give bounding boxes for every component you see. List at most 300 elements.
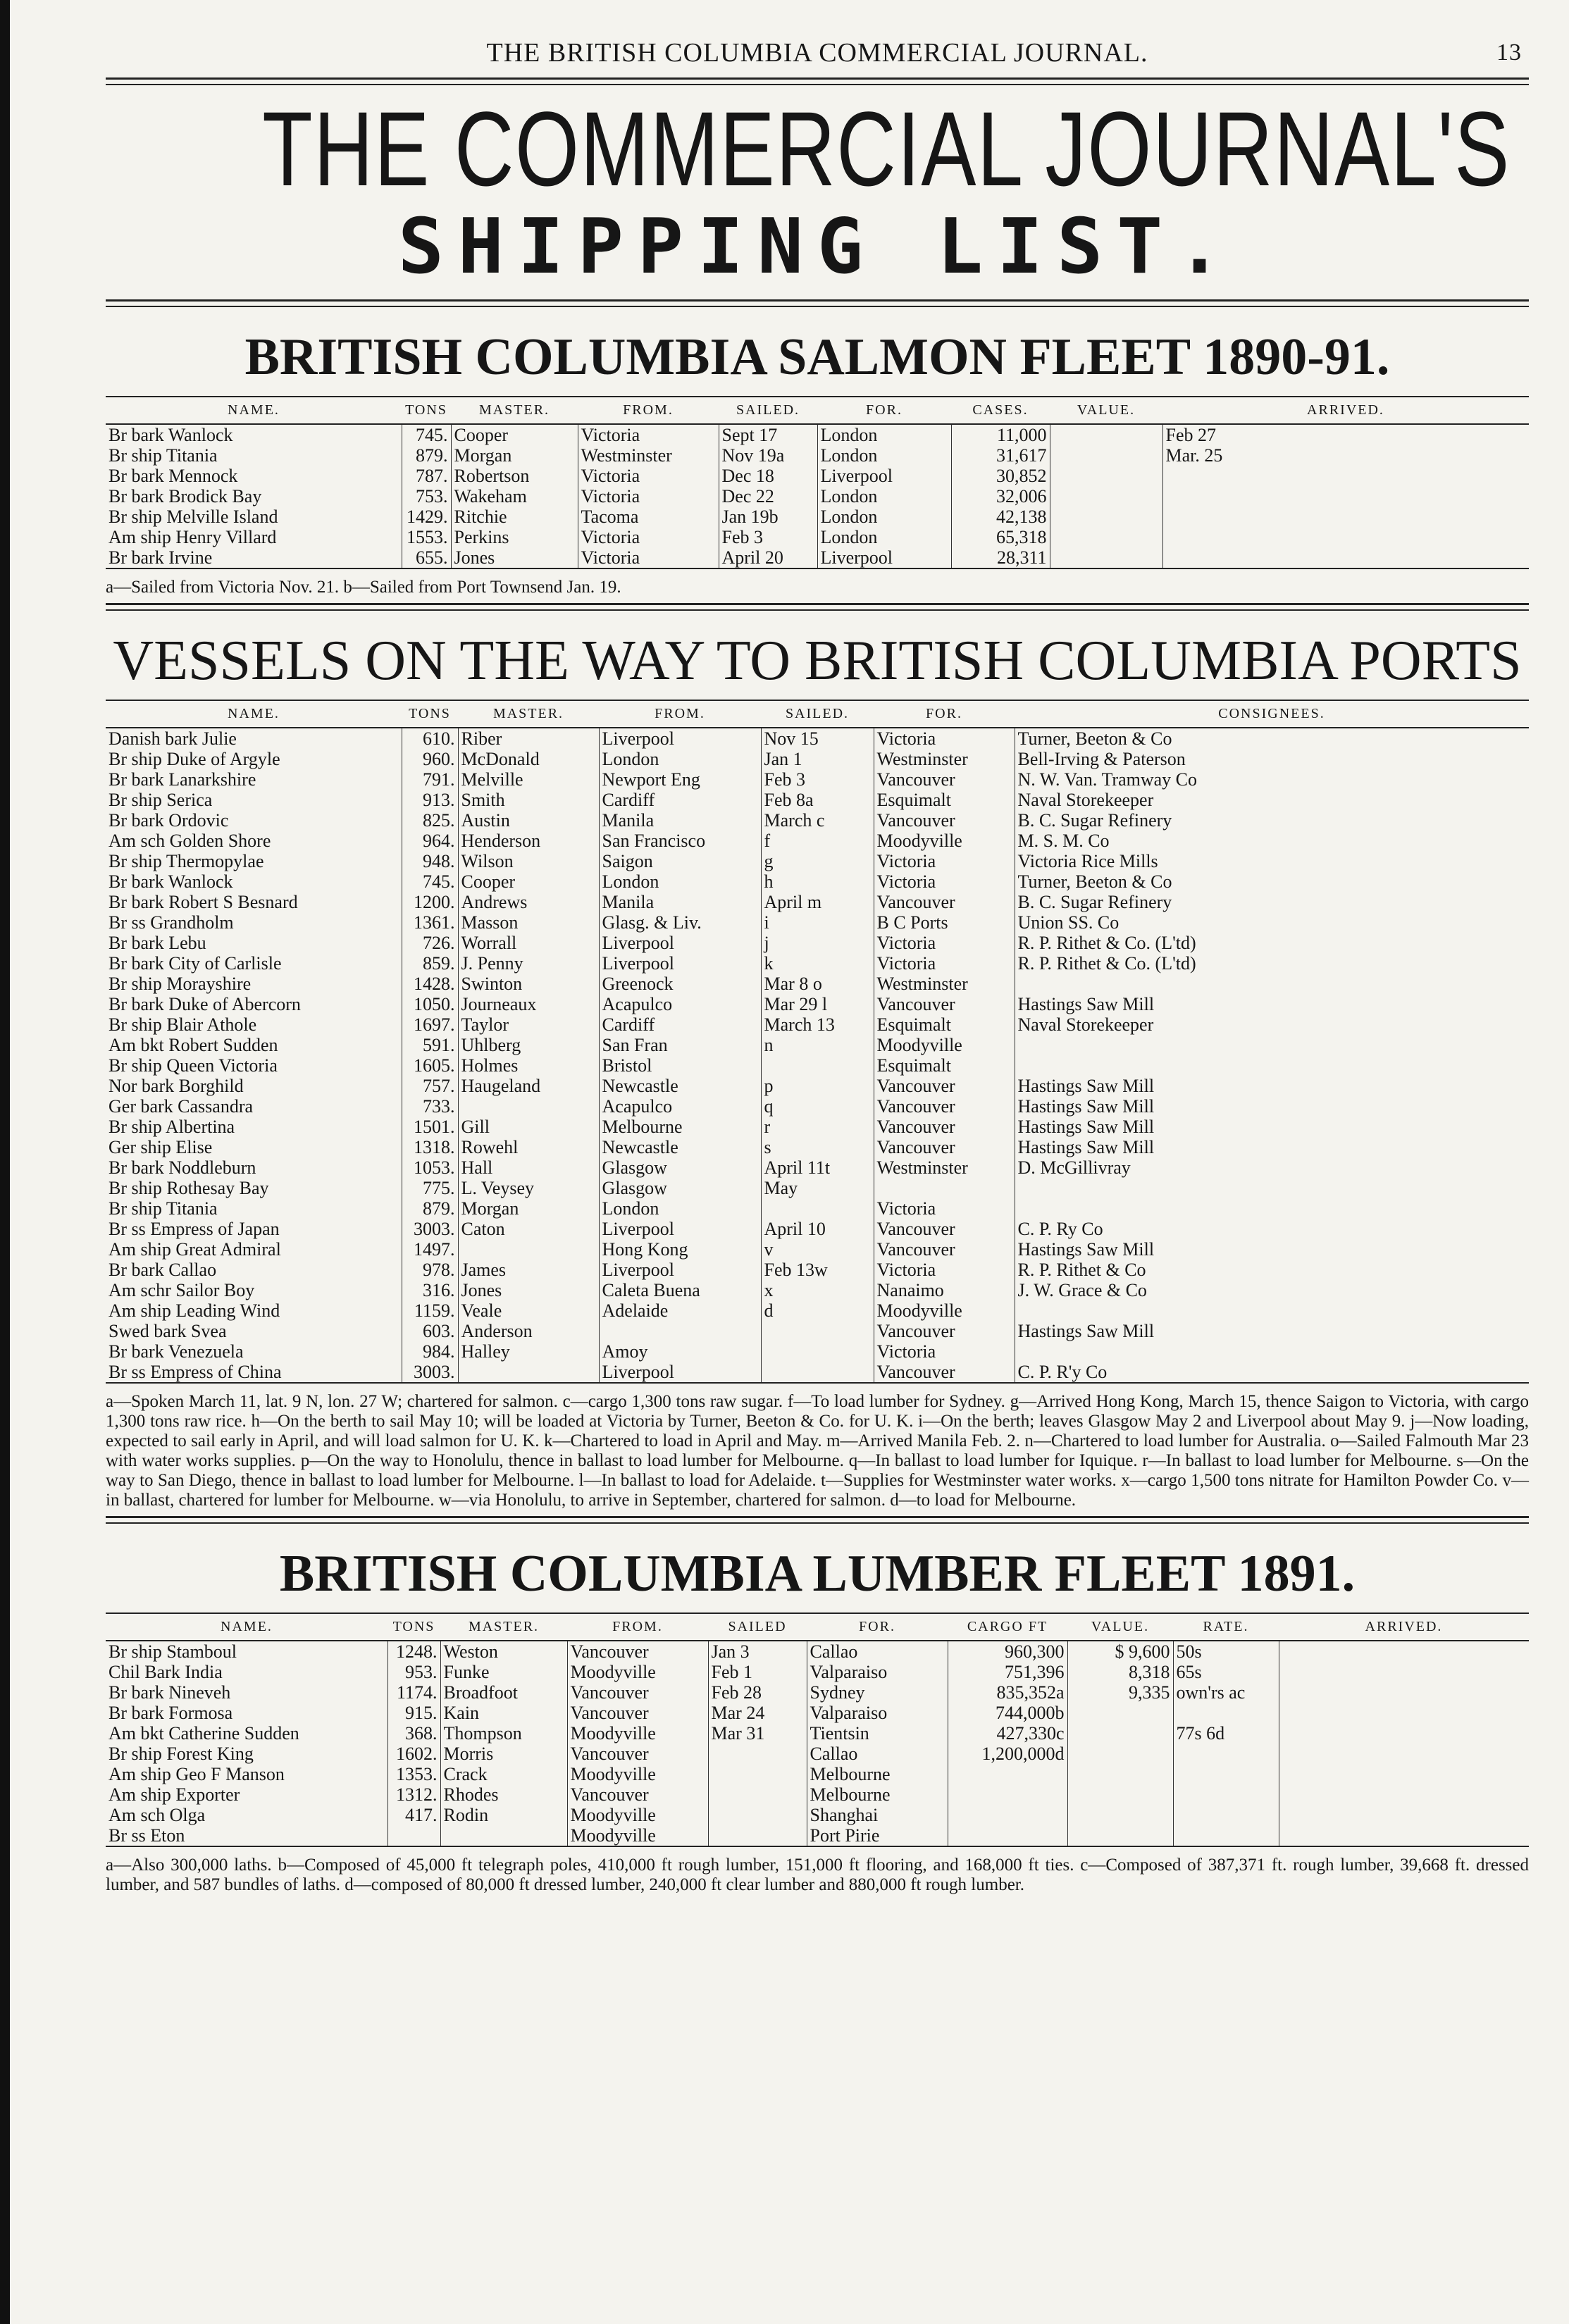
table-cell: 427,330c	[948, 1723, 1067, 1744]
table-cell: Victoria	[578, 424, 719, 445]
table-cell: Jan 3	[708, 1641, 807, 1662]
table-cell	[1067, 1825, 1173, 1846]
table-cell	[458, 1362, 599, 1383]
table-cell: Br bark Noddleburn	[108, 1157, 256, 1178]
table-cell: Victoria	[874, 1260, 1015, 1280]
table-cell: Ger ship Elise	[108, 1137, 213, 1157]
table-row	[106, 1784, 1529, 1805]
masthead-rule	[106, 299, 1529, 307]
table-cell: Br ship Rothesay Bay	[108, 1178, 269, 1198]
table-row	[106, 1178, 1529, 1198]
table-cell: Bell-Irving & Paterson	[1015, 749, 1529, 769]
table-cell: J. Penny	[458, 953, 599, 974]
table-row	[106, 1723, 1529, 1744]
table-cell: Ritchie	[451, 507, 578, 527]
table-cell: Melbourne	[807, 1784, 948, 1805]
table-cell: London	[817, 507, 951, 527]
table-row	[106, 486, 1529, 507]
table-cell	[1162, 466, 1529, 486]
table-cell: 751,396	[948, 1662, 1067, 1682]
table-row	[106, 1260, 1529, 1280]
table-cell: 787.	[402, 466, 451, 486]
table-cell: Hastings Saw Mill	[1015, 1096, 1529, 1117]
table-cell: Rhodes	[440, 1784, 567, 1805]
column-header: RATE.	[1173, 1613, 1279, 1641]
table-cell: Victoria	[874, 851, 1015, 871]
table-row	[106, 1239, 1529, 1260]
table-cell: Nov 19a	[719, 445, 817, 466]
table-cell: J. W. Grace & Co	[1015, 1280, 1529, 1300]
table-row	[106, 851, 1529, 871]
table-cell: 960.	[402, 749, 458, 769]
table-cell: D. McGillivray	[1015, 1157, 1529, 1178]
table-cell: Moodyville	[567, 1764, 708, 1784]
table-cell: Br bark Nineveh	[108, 1682, 231, 1703]
table-cell	[1162, 507, 1529, 527]
table-cell: Am ship Henry Villard	[108, 527, 277, 547]
table-cell: Moodyville	[567, 1723, 708, 1744]
table-row	[106, 1157, 1529, 1178]
table-cell: M. S. M. Co	[1015, 831, 1529, 851]
table-cell: Hall	[458, 1157, 599, 1178]
table-cell: Am sch Golden Shore	[108, 831, 271, 851]
table-cell: 1605.	[402, 1055, 458, 1076]
table-cell	[1015, 1178, 1529, 1198]
table-cell: 835,352a	[948, 1682, 1067, 1703]
column-header: TONS	[402, 397, 451, 424]
table-cell	[458, 1239, 599, 1260]
table-cell	[1173, 1703, 1279, 1723]
table-row	[106, 912, 1529, 933]
table-cell	[1067, 1703, 1173, 1723]
table-cell: r	[761, 1117, 874, 1137]
table-cell: 1497.	[402, 1239, 458, 1260]
table-row	[106, 1682, 1529, 1703]
table-cell: Swinton	[458, 974, 599, 994]
table-cell: 745.	[402, 871, 458, 892]
table-row	[106, 1198, 1529, 1219]
header-rule	[106, 77, 1529, 85]
table-cell: Andrews	[458, 892, 599, 912]
table-row	[106, 1055, 1529, 1076]
table-cell: 915.	[387, 1703, 440, 1723]
table-cell: Mar 31	[708, 1723, 807, 1744]
column-header: FROM.	[599, 700, 761, 728]
table-cell: Br ss Eton	[106, 1825, 387, 1846]
table-cell: Masson	[458, 912, 599, 933]
table-cell: Veale	[458, 1300, 599, 1321]
table-cell: 42,138	[951, 507, 1050, 527]
table-cell: 610.	[402, 728, 458, 749]
table-row	[106, 1341, 1529, 1362]
table-cell	[1067, 1744, 1173, 1764]
table-row	[106, 1703, 1529, 1723]
table-row	[106, 749, 1529, 769]
table-cell: C. P. Ry Co	[1015, 1219, 1529, 1239]
column-header: VALUE.	[1050, 397, 1162, 424]
table-cell: Riber	[458, 728, 599, 749]
table-row	[106, 1076, 1529, 1096]
table-cell: 733.	[402, 1096, 458, 1117]
table-cell: Am bkt Robert Sudden	[108, 1035, 278, 1055]
table-cell: 3003.	[402, 1362, 458, 1383]
table-cell: k	[761, 953, 874, 974]
table-cell	[1279, 1682, 1529, 1703]
table-cell: 825.	[402, 810, 458, 831]
table-cell	[761, 1198, 874, 1219]
table-cell	[1279, 1764, 1529, 1784]
table-cell: 417.	[387, 1805, 440, 1825]
table-row	[106, 1280, 1529, 1300]
column-header: FOR.	[817, 397, 951, 424]
lumber-body	[106, 1641, 1529, 1846]
table-cell: Tacoma	[578, 507, 719, 527]
salmon-body	[106, 424, 1529, 568]
table-cell: Feb 3	[761, 769, 874, 790]
table-cell: Kain	[440, 1703, 567, 1723]
table-cell: Vancouver	[567, 1641, 708, 1662]
table-cell: Westminster	[874, 974, 1015, 994]
table-cell	[1279, 1641, 1529, 1662]
table-cell: Turner, Beeton & Co	[1015, 871, 1529, 892]
table-cell: Victoria	[578, 527, 719, 547]
table-cell: 603.	[402, 1321, 458, 1341]
table-cell: 757.	[402, 1076, 458, 1096]
table-cell: 31,617	[951, 445, 1050, 466]
column-header: VALUE.	[1067, 1613, 1173, 1641]
table-cell: Nov 15	[761, 728, 874, 749]
column-header: ARRIVED.	[1162, 397, 1529, 424]
table-cell: Victoria	[874, 871, 1015, 892]
table-cell: Morris	[440, 1744, 567, 1764]
running-header	[106, 28, 1529, 77]
table-cell	[1162, 547, 1529, 568]
table-cell: Austin	[458, 810, 599, 831]
table-cell: 65,318	[951, 527, 1050, 547]
table-cell: C. P. R'y Co	[1015, 1362, 1529, 1383]
table-cell: San Fran	[599, 1035, 761, 1055]
table-cell: San Francisco	[599, 831, 761, 851]
table-cell	[1015, 1341, 1529, 1362]
table-cell: Port Pirie	[807, 1825, 948, 1846]
table-row	[106, 871, 1529, 892]
table-cell: Jan 19b	[719, 507, 817, 527]
table-cell: 32,006	[951, 486, 1050, 507]
table-cell: Mar. 25	[1162, 445, 1529, 466]
running-title: THE BRITISH COLUMBIA COMMERCIAL JOURNAL.	[486, 38, 1148, 68]
table-cell: Halley	[458, 1341, 599, 1362]
table-row	[106, 1362, 1529, 1383]
journal-page	[106, 28, 1529, 1901]
table-cell: Hastings Saw Mill	[1015, 1076, 1529, 1096]
column-header: FOR.	[874, 700, 1015, 728]
table-cell	[1162, 486, 1529, 507]
table-cell: Feb 13w	[761, 1260, 874, 1280]
table-cell: Newcastle	[599, 1076, 761, 1096]
table-cell: 316.	[402, 1280, 458, 1300]
table-cell: 1602.	[387, 1744, 440, 1764]
table-cell: Br ship Serica	[108, 790, 213, 810]
table-cell: Vancouver	[874, 1362, 1015, 1383]
table-cell: Vancouver	[874, 769, 1015, 790]
table-cell: Victoria	[874, 953, 1015, 974]
table-cell: Victoria	[874, 1198, 1015, 1219]
table-cell: Victoria	[578, 486, 719, 507]
table-cell: Vancouver	[567, 1682, 708, 1703]
table-cell: Naval Storekeeper	[1015, 790, 1529, 810]
table-cell: Glasgow	[599, 1178, 761, 1198]
table-row	[106, 1744, 1529, 1764]
table-cell: Vancouver	[874, 1117, 1015, 1137]
table-row	[106, 1321, 1529, 1341]
table-cell	[1050, 547, 1162, 568]
column-header: SAILED.	[719, 397, 817, 424]
table-cell: Liverpool	[599, 953, 761, 974]
table-cell	[1279, 1784, 1529, 1805]
table-cell: Vancouver	[874, 1239, 1015, 1260]
table-cell: Wakeham	[451, 486, 578, 507]
table-cell: N. W. Van. Tramway Co	[1015, 769, 1529, 790]
table-cell: 1312.	[387, 1784, 440, 1805]
vessels-title: VESSELS ON THE WAY TO BRITISH COLUMBIA PORTS	[113, 630, 1522, 692]
table-cell: Br ss Empress of Japan	[108, 1219, 280, 1239]
table-cell: 9,335	[1067, 1682, 1173, 1703]
table-cell	[1279, 1703, 1529, 1723]
table-cell: Br bark Formosa	[108, 1703, 233, 1723]
table-cell	[1279, 1744, 1529, 1764]
table-cell	[1173, 1784, 1279, 1805]
table-cell	[1015, 974, 1529, 994]
table-cell: Mar 24	[708, 1703, 807, 1723]
table-cell	[1015, 1198, 1529, 1219]
table-cell: Chil Bark India	[108, 1662, 223, 1682]
table-cell: Vancouver	[874, 1076, 1015, 1096]
table-row	[106, 424, 1529, 445]
salmon-fleet-title: BRITISH COLUMBIA SALMON FLEET 1890-91.	[244, 328, 1390, 386]
table-cell: Broadfoot	[440, 1682, 567, 1703]
table-row	[106, 728, 1529, 749]
table-cell: Br bark Callao	[108, 1260, 217, 1280]
table-cell: London	[817, 445, 951, 466]
table-cell: g	[761, 851, 874, 871]
table-cell: James	[458, 1260, 599, 1280]
table-row	[106, 507, 1529, 527]
table-cell: Newport Eng	[599, 769, 761, 790]
salmon-end-rule	[106, 603, 1529, 611]
table-cell: Liverpool	[599, 933, 761, 953]
table-cell: Hastings Saw Mill	[1015, 994, 1529, 1014]
table-cell: Nor bark Borghild	[108, 1076, 244, 1096]
table-cell: Crack	[440, 1764, 567, 1784]
table-cell: Br ship Titania	[108, 445, 218, 466]
table-cell: R. P. Rithet & Co	[1015, 1260, 1529, 1280]
table-row	[106, 810, 1529, 831]
table-cell	[948, 1784, 1067, 1805]
table-row	[106, 1662, 1529, 1682]
table-cell: Br ship Queen Victoria	[108, 1055, 278, 1076]
table-cell: Br ss Empress of China	[106, 1362, 402, 1383]
table-cell: 726.	[402, 933, 458, 953]
table-row	[106, 1035, 1529, 1055]
table-cell	[1067, 1764, 1173, 1784]
table-cell: London	[817, 527, 951, 547]
table-cell: Holmes	[458, 1055, 599, 1076]
table-cell	[761, 1341, 874, 1362]
table-row	[106, 1641, 1529, 1662]
table-cell	[948, 1825, 1067, 1846]
table-cell: Caton	[458, 1219, 599, 1239]
table-row	[106, 769, 1529, 790]
column-header: FROM.	[567, 1613, 708, 1641]
table-cell: Victoria	[578, 466, 719, 486]
table-cell	[1067, 1784, 1173, 1805]
table-cell: Cooper	[458, 871, 599, 892]
column-header: SAILED.	[761, 700, 874, 728]
table-cell: Anderson	[458, 1321, 599, 1341]
table-cell: Cooper	[451, 424, 578, 445]
column-header: CONSIGNEES.	[1015, 700, 1529, 728]
table-cell	[1015, 1055, 1529, 1076]
table-cell	[599, 1321, 761, 1341]
table-row	[106, 1117, 1529, 1137]
table-cell: Br ship Melville Island	[108, 507, 278, 527]
column-header: FOR.	[807, 1613, 948, 1641]
table-cell: Acapulco	[599, 1096, 761, 1117]
table-cell: March c	[761, 810, 874, 831]
vessels-table	[106, 700, 1529, 1384]
table-cell: Glasg. & Liv.	[599, 912, 761, 933]
table-cell: Manila	[599, 810, 761, 831]
table-cell: 913.	[402, 790, 458, 810]
table-cell: Glasgow	[599, 1157, 761, 1178]
table-cell: Liverpool	[599, 1219, 761, 1239]
table-cell: April m	[761, 892, 874, 912]
table-cell: Melville	[458, 769, 599, 790]
table-cell: Vancouver	[874, 994, 1015, 1014]
table-cell: 8,318	[1067, 1662, 1173, 1682]
table-cell: p	[761, 1076, 874, 1096]
table-cell: Victoria Rice Mills	[1015, 851, 1529, 871]
table-cell: 745.	[402, 424, 451, 445]
table-cell: London	[599, 749, 761, 769]
table-cell	[1173, 1805, 1279, 1825]
table-cell: v	[761, 1239, 874, 1260]
table-cell: Dec 18	[719, 466, 817, 486]
table-cell: own'rs ac	[1173, 1682, 1279, 1703]
column-header: NAME.	[106, 397, 402, 424]
table-cell: 1428.	[402, 974, 458, 994]
table-cell: Br ship Titania	[108, 1198, 218, 1219]
table-row	[106, 1137, 1529, 1157]
table-cell: Vancouver	[874, 1321, 1015, 1341]
column-header: CASES.	[951, 397, 1050, 424]
table-cell: Br ship Forest King	[108, 1744, 254, 1764]
table-cell: Feb 1	[708, 1662, 807, 1682]
table-cell: B C Ports	[874, 912, 1015, 933]
table-cell: Danish bark Julie	[108, 728, 237, 749]
table-cell: 744,000b	[948, 1703, 1067, 1723]
table-cell: Esquimalt	[874, 1014, 1015, 1035]
table-cell: Callao	[807, 1744, 948, 1764]
table-cell: Br bark Ordovic	[108, 810, 229, 831]
table-cell: Caleta Buena	[599, 1280, 761, 1300]
masthead-title: THE COMMERCIAL JOURNAL'S	[262, 89, 1511, 208]
table-cell: Sydney	[807, 1682, 948, 1703]
table-cell: Vancouver	[874, 892, 1015, 912]
table-cell: Victoria	[874, 728, 1015, 749]
table-cell: 859.	[402, 953, 458, 974]
table-cell: Gill	[458, 1117, 599, 1137]
table-cell	[440, 1825, 567, 1846]
vessels-body	[106, 728, 1529, 1383]
table-cell: Liverpool	[599, 1362, 761, 1383]
table-cell: s	[761, 1137, 874, 1157]
table-cell: Moodyville	[567, 1805, 708, 1825]
table-cell	[1279, 1662, 1529, 1682]
table-cell: j	[761, 933, 874, 953]
table-cell: d	[761, 1300, 874, 1321]
table-cell: 1553.	[402, 527, 451, 547]
table-cell: Hong Kong	[599, 1239, 761, 1260]
table-cell: Moodyville	[567, 1825, 708, 1846]
column-header: NAME.	[106, 1613, 387, 1641]
table-cell: Br ship Blair Athole	[108, 1014, 257, 1035]
table-cell: Vancouver	[874, 1137, 1015, 1157]
table-cell: Victoria	[578, 547, 719, 568]
table-cell: Am sch Olga	[108, 1805, 206, 1825]
column-header: FROM.	[578, 397, 719, 424]
table-row	[106, 1805, 1529, 1825]
table-cell	[1162, 527, 1529, 547]
table-cell: Thompson	[440, 1723, 567, 1744]
table-cell: Turner, Beeton & Co	[1015, 728, 1529, 749]
table-cell: London	[599, 1198, 761, 1219]
table-cell	[1173, 1825, 1279, 1846]
table-cell: Jones	[458, 1280, 599, 1300]
table-cell: Br ship Thermopylae	[108, 851, 264, 871]
table-cell: Br bark Robert S Besnard	[108, 892, 298, 912]
table-cell: Hastings Saw Mill	[1015, 1239, 1529, 1260]
table-cell: Hastings Saw Mill	[1015, 1137, 1529, 1157]
table-cell: Tientsin	[807, 1723, 948, 1744]
lumber-fleet-title: BRITISH COLUMBIA LUMBER FLEET 1891.	[279, 1545, 1356, 1603]
table-cell: London	[817, 424, 951, 445]
table-cell: R. P. Rithet & Co. (L'td)	[1015, 953, 1529, 974]
table-row	[106, 1096, 1529, 1117]
table-cell	[948, 1764, 1067, 1784]
table-cell: 11,000	[951, 424, 1050, 445]
table-cell: Vancouver	[874, 1219, 1015, 1239]
table-cell: Feb 3	[719, 527, 817, 547]
table-cell	[1067, 1723, 1173, 1744]
table-cell: McDonald	[458, 749, 599, 769]
table-cell: 953.	[387, 1662, 440, 1682]
table-cell: 50s	[1173, 1641, 1279, 1662]
table-cell: Melbourne	[599, 1117, 761, 1137]
column-header: CARGO FT	[948, 1613, 1067, 1641]
table-cell: Morgan	[458, 1198, 599, 1219]
table-cell: Br bark Venezuela	[108, 1341, 244, 1362]
table-cell: Naval Storekeeper	[1015, 1014, 1529, 1035]
table-cell	[708, 1825, 807, 1846]
table-cell	[1279, 1825, 1529, 1846]
table-cell: 1248.	[387, 1641, 440, 1662]
table-row	[106, 892, 1529, 912]
table-cell	[708, 1744, 807, 1764]
table-cell: Morgan	[451, 445, 578, 466]
table-cell: Uhlberg	[458, 1035, 599, 1055]
table-cell: B. C. Sugar Refinery	[1015, 810, 1529, 831]
